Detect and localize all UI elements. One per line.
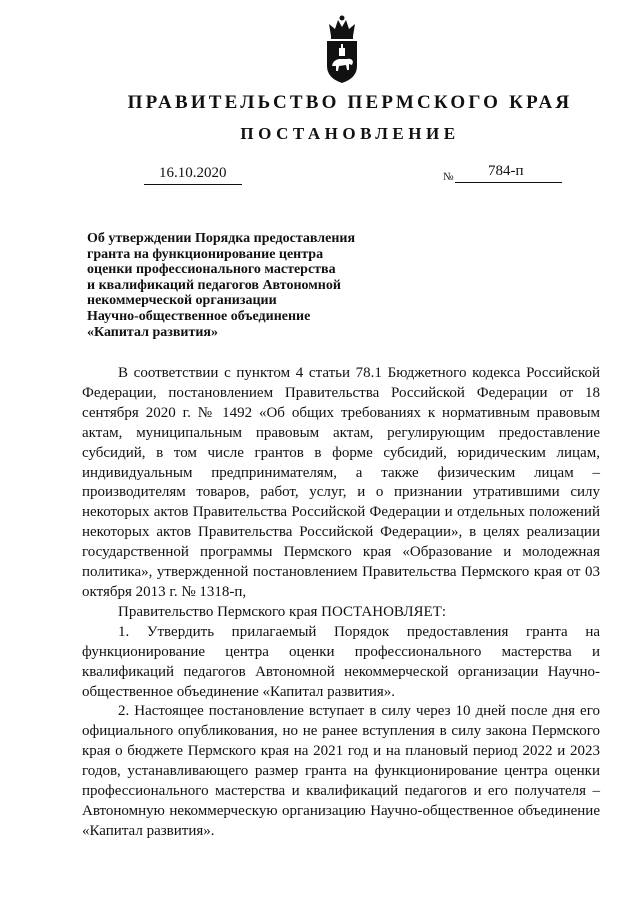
document-subject bbox=[87, 231, 407, 340]
subject-line: оценки профессионального мастерства bbox=[87, 262, 336, 278]
resolution-paragraph: Правительство Пермского края ПОСТАНОВЛЯЕТ: bbox=[118, 603, 447, 620]
clause-2-paragraph: 2. Настоящее постановление вступает в силу через 10 дней после дня его официального опубликования, но не ранее вступления в силу закона Пермского края о бюджете Пермского края на 2021 год и на плановый период 2022 и 2023 годов, устанавливающего размер гранта на функционирование центра оценки профессионального мастерства и квалификаций педагогов и его получателя – Автономную некоммерческую организацию Научно-общественное объединение «Капитал развития». bbox=[82, 703, 600, 839]
number-sign: № bbox=[443, 171, 454, 183]
date-underline bbox=[144, 184, 242, 185]
document-date: 16.10.2020 bbox=[159, 165, 227, 181]
coat-of-arms-icon bbox=[323, 14, 361, 84]
subject-line: некоммерческой организации bbox=[87, 293, 277, 309]
subject-line: Об утверждении Порядка предоставления bbox=[87, 231, 356, 246]
subject-line: гранта на функционирование центра bbox=[87, 246, 324, 262]
subject-line: Научно-общественное объединение bbox=[87, 308, 311, 324]
document-type: ПОСТАНОВЛЕНИЕ bbox=[240, 124, 460, 143]
subject-line: и квалификаций педагогов Автономной bbox=[87, 277, 341, 293]
government-title: ПРАВИТЕЛЬСТВО ПЕРМСКОГО КРАЯ bbox=[127, 92, 573, 113]
number-underline bbox=[455, 182, 562, 183]
subject-line: «Капитал развития» bbox=[87, 324, 218, 340]
clause-1-paragraph: 1. Утвердить прилагаемый Порядок предоставления гранта на функционирование центра оценки профессионального мастерства и квалификаций педагогов Автономной некоммерческой организации Научно-общественное объединение «Капитал развития». bbox=[82, 623, 600, 700]
preamble-paragraph: В соответствии с пунктом 4 статьи 78.1 Бюджетного кодекса Российской Федерации, постановлением Правительства Российской Федерации от 18 сентября 2020 г. № 1492 «Об общих требованиях к нормативным правовым актам, муниципальным правовым актам, регулирующим предоставление субсидий, в том числе грантов в форме субсидий, юридическим лицам, индивидуальным предпринимателям, а также физическим лицам – производителям товаров, работ, услуг, и о признании утратившими силу некоторых актов Правительства Российской Федерации и отдельных положений некоторых актов Правительства Российской Федерации», в целях реализации государственной программы Пермского края «Образование и молодежная политика», утвержденной постановлением Правительства Пермского края от 03 октября 2013 г. № 1318-п, bbox=[82, 365, 600, 600]
document-body bbox=[82, 364, 600, 842]
document-number: 784-п bbox=[488, 163, 524, 179]
